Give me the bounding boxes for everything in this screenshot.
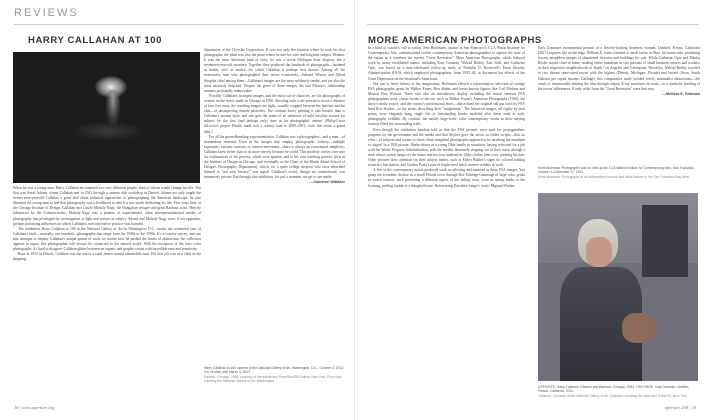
paragraph: Possibly Callahan's strangest images, and the most out-of-character, are his photographs of women on the street, made in Chicago in 1950. Shooting with a tele proxim to focus a distance of four feet away, the resulting images are tight—usually cropped between the hairline and the chin—of unsuspecting female passersby. The contrast heavy printing is also harsher than is Callahan's normal style, and one gets the sense of an unknown of mild hostility toward his subject for the first (and perhaps only) time in his photographic oeuvre. (Philip-Lorca diCorcia's project Heads, made half a century later in 2000–2001, owes this series a grand debt.): [204, 93, 345, 134]
page-footer-left: 18 | www.aperture.org: [14, 405, 55, 410]
paragraph: Katy Grannan's monumental portrait of a fiercely-looking homeless woman, Untitled, Fresno, California (2011) captures life on the edge. William E. Jones returned to small towns in Ohio, his home state, producing frozen, peopleless images of abandoned factories and buildings for sale. While Catherine Opie and Martha Rosler stayed close to home, making rather humdrum in situ portraits of small business owners and workers in their respective neighborhoods of South Los Angeles and Greenpoint, Brooklyn, Walead Beshty traveled to two distant same-sized towns with the highest (Detroit, Michigan, Florida) and lowest (Avon, South Dakota) per capita income. Gaffingly, this comparative study yielded lovely, minimalist abstractions—the result of intentionally sending the film through airport X-ray machines en route—in a symbolic leveling of the towns' differences. If only relief from the "Great Recession" were that easy.: [538, 46, 700, 91]
left-caption: [204, 366, 345, 384]
left-intro-column: [13, 186, 201, 404]
page-footer-right: aperture 208 | 19: [664, 405, 696, 410]
paragraph: department at the Chrysler Corporation. It was not only the location where he took his first photographs, the plant was also the place where he met his wife and longtime subject, Eleanor. It was the most American kind of story; he was a recent Michigan State dropout, she a seventeen-year-old secretary. Together they produced the hundreds of photographs—husband as maker, wife as model—for which Callahan is perhaps best known. Among all the noteworthy men who photographed their wives extensively—Edward Weston and Alfred Stieglitz chief among them—Callahan's images are the most sublimely tender, and yet also the most curiously detached. Despite the grace of those images, his and Eleanor's relationship remains profoundly unknowable.: [204, 48, 345, 93]
caption-text: More American Photographs was on view at the CCA Wattis Institute for Contemporary Arts, San Francisco, October 4–December 17, 2011.: [538, 166, 695, 175]
right-caption-top: [538, 166, 698, 179]
paragraph: Not one to leave history to the imagination, Hoffmann offered a representative selection of vintage FSA photographs, gems by Walker Evans, Ben Shahn, and lesser-known figures like Carl Mydans and Marion Post Wolcott. There was also an introductory display including the actual cameras FSA photographers used, classic books of the era, such as Walker Evans's American Photographs (1938), the show's titular source, and the curator's motivational letter—that echoed the original call put forth by FSA head Roy Stryker—to the artists describing their "assignment." The historical images, all eighty-by-inch prints, were elegantly hung single file in freestanding kiosks modeled after those used in early photography exhibits. By contrast, the mostly large-scale, color contemporary works in their varying formats filled the surrounding walls.: [368, 81, 525, 127]
callahan-photo: [13, 52, 200, 183]
paragraph: The exhibition Harry Callahan at 100 at the National Gallery of Art in Washington, D.C., marks the centennial year of Callahan's birth—naturally, one hundred—photographs that range from the 1940s to the 1990s. It's a concise survey, and one that attempts to display Callahan's unique gamut of work: no matter how he pushed the limits of abstraction, the collection appears to argue, this photographer will always be connected to the natural world. With the exception of the later color photographs, it's hard to disagree: Callahan glides between an organic and graphic vision with incredible ease and sensitivity.: [13, 226, 201, 252]
paragraph: When he was a young man, Harry Callahan encountered two very different people, both of whom would change his life. The first was Ansel Adams, whom Callahan met in 1941 through a camera club workshop in Detroit. Adams not only taught the twenty-nine-year-old Callahan a great deal about technical approaches to photographing the American landscape, he also liberated the young man to feel that photography was a livelihood to which it was worth dedicating his life. Five years later, at the Chicago Institute of Design, Callahan met László Moholy-Nagy, the Hungarian refugee and great Bauhaus artist. Heavily influenced by the Constructivists, Moholy-Nagy was a pioneer of experimental, often nonrepresentational modes of photography that privileged the investigation of light and texture as subject. Adams and Moholy-Nagy were, if not opposites, perhaps polarizing influences on which Callahan's own innovative practice was founded.: [13, 186, 201, 226]
right-caption-bottom: [538, 385, 698, 398]
caption-credit: Callahan: Courtesy of the National Gallery of Art; Grannan: courtesy the artist and Salon 94, New York.: [538, 393, 688, 398]
caption-credit: More American Photographs is an independent curator and artist feature in the San Francisco Bay Area.: [538, 174, 690, 179]
left-article-title: HARRY CALLAHAN AT 100: [28, 35, 162, 46]
right-article-title: MORE AMERICAN PHOTOGRAPHS: [368, 35, 542, 46]
caption-text: Harry Callahan at 100 opened at the National Gallery of Art, Washington, D.C., October 2, 2012; it is on view until March 4, 2013.: [204, 366, 345, 375]
right-column-1: [368, 46, 525, 408]
paragraph: Even though the exhibition handout told us that the FSA pictures were used for propagandistic purposes by the government and the media and that Stryker gave the artists so-called scripts—shot on view—of subjects and scenes to shoot, these insightful photographs appeared to be anything but mundane or staged. In a 1936 picture, Shahn shows us a young Ohio family in transition, having relocated for a job with the Works Progress Administration, with the mother desolately stepping out of their stack through a door whose screen hangs off the frame and her torn husband in filthy clothes bent over, washing his hair. Other pictures draw attention for their subject matter, such as Esther Bubley's signs for colored waiting room at a bus station, and Gordon Parks's pair of bright-eyed black women welders at work.: [368, 127, 525, 168]
author-signature: —Melissa E. Feldman: [662, 91, 700, 96]
right-column-2: [538, 46, 700, 156]
header-rule: [367, 24, 699, 25]
left-right-column: [204, 48, 345, 350]
grannan-photo: [538, 193, 698, 381]
photo-hands: [622, 313, 656, 343]
header-rule: [14, 24, 344, 25]
right-page: [355, 0, 710, 420]
photo-doorway: [642, 205, 688, 277]
author-signature: —Cameron Wittaker: [309, 180, 345, 185]
caption-credit: Eleanor, Chicago, 1948; courtesy of the estate and Pace/MacGill Gallery, New York. Plus copy courtesy the National Gallery of Art, Washington.: [204, 374, 342, 384]
paragraph: In a kind of curator's call to action, Jens Hoffmann, curator at San Francisco's CCA Wattis Institute for Contemporary Arts, commissioned twelve contemporary American photographers to capture the state of the nation as it weathers the current "Great Recession." More American Photographs, which featured work by many established names, including Katy Grannan, Walead Beshty, Alec Soth, and Catherine Opie, was based on a now-celebrated follow-up study of Franklin D. Roosevelt's Farm Security Administration (FSA), which employed photographers, from 1935–44, to document the effects of the Great Depression on the heartland's Americans.: [368, 46, 525, 81]
photo-face: [586, 237, 612, 267]
paragraph: For all his groundbreaking experimentation, Callahan was a photographer—and a man—of tremendous restraint. Even in his images that employ photographic trickery—multiple exposures, extreme contrast, or camera movement—there is always an economical simplicity; Callahan knew better than to do more merely because he could. This modesty carries over into his explanations of his process, which were spartan, and to his own teaching practice (first at the Institute of Design in Chicago, and eventually as the Chair of the Rhode Island School of Design's Photography Department), which, for a quiet college dropout who once described himself as "not very literary," was signal. Callahan's world, though not unemotional, was immensely private. But through this exhibition, for just a moment, we get to see inside.: [204, 134, 345, 180]
paragraph: A few of the contemporary artists produced work as affecting and nuanced as these FSA images. You grasp the economic decline in a small Florida town through Roe Ethridge's montage of large color prints in varied formats, each presenting a different aspect of the failing town, from its sleepy banks to the looming, peeling facade of a shingled house. Referencing Dorothea Lange's iconic Migrant Mother,: [368, 168, 525, 188]
caption-text: OPPOSITE: Harry Callahan, Eleanor and Barbara, Chicago, 1953. THIS PAGE: Katy Grannan, Untitled, Fresno, California, 2011.: [538, 385, 690, 394]
section-header: REVIEWS: [14, 7, 79, 19]
paragraph: Born in 1912 in Detroit, Callahan was the son of a rural farmer turned automobile man. His first job was as a clerk in the shipping: [13, 252, 201, 262]
